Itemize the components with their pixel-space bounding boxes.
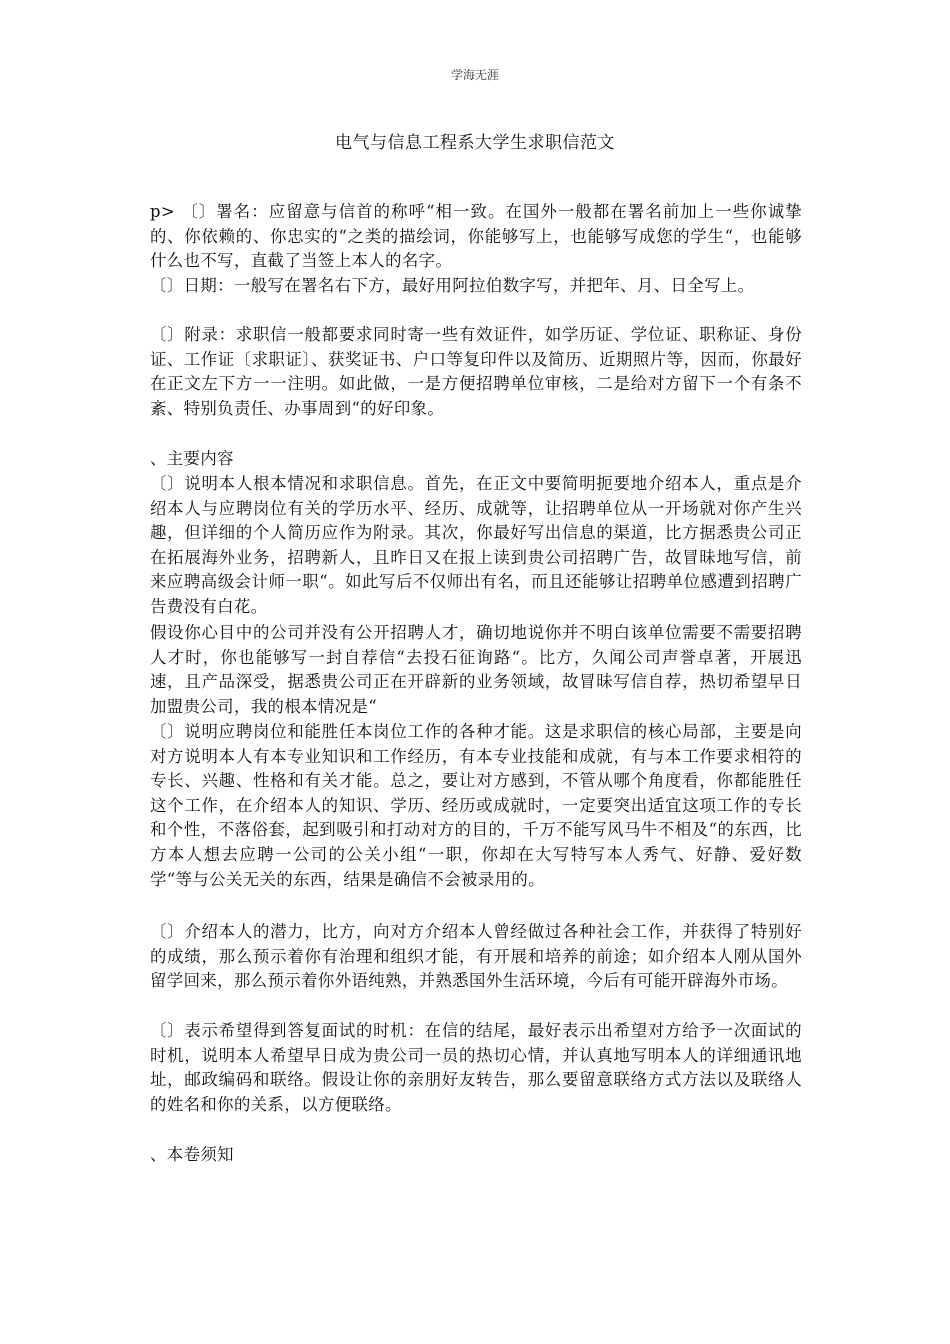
paragraph-date: 〔〕日期：一般写在署名右下方，最好用阿拉伯数字写，并把年、月、日全写上。: [150, 276, 755, 295]
paragraph-appendix: 〔〕附录：求职信一般都要求同时寄一些有效证件，如学历证、学位证、职称证、身份证、工作证〔求职证〕、获奖证书、户口等复印件以及简历、近期照片等，因而，你最好在正文左下方一一注明。如此做，一是方便招聘单位审核，二是给对方留下一个有条不紊、特别负责任、办事周到“的好印象。: [150, 325, 802, 418]
paragraph-basic-info: 〔〕说明本人根本情况和求职信息。首先，在正文中要简明扼要地介绍本人，重点是介绍本人与应聘岗位有关的学历水平、经历、成就等，让招聘单位从一开场就对你产生兴趣，但详细的个人简历应作为附录。其次，你最好写出信息的渠道，比方据悉贵公司正在拓展海外业务，招聘新人，且昨日又在报上读到贵公司招聘广告，故冒昧地写信，前来应聘高级会计师一职“。如此写后不仅师出有名，而且还能够让招聘单位感遭到招聘广告费没有白花。: [150, 474, 802, 616]
paragraph-abilities: 〔〕说明应聘岗位和能胜任本岗位工作的各种才能。这是求职信的核心局部，主要是向对方说明本人有本专业知识和工作经历，有本专业技能和成就，有与本工作要求相符的专长、兴趣、性格和有关才能。总之，要让对方感到，不管从哪个角度看，你都能胜任这个工作，在介绍本人的知识、学历、经历或成就时，一定要突出适宜这项工作的专长和个性，不落俗套，起到吸引和打动对方的目的，千万不能写风马牛不相及“的东西，比方本人想去应聘一公司的公关小组“一职，你却在大写特写本人秀气、好静、爱好数学“等与公关无关的东西，结果是确信不会被录用的。: [150, 722, 802, 889]
paragraph-signature: p> 〔〕署名：应留意与信首的称呼“相一致。在国外一般都在署名前加上一些你诚挚的、你依赖的、你忠实的“之类的描绘词，你能够写上，也能够写成您的学生“，也能够什么也不写，直截了当签上本人的名字。: [150, 202, 802, 271]
paragraph-potential: 〔〕介绍本人的潜力，比方，向对方介绍本人曾经做过各种社会工作，并获得了特别好的成绩，那么预示着你有治理和组织才能，有开展和培养的前途；如介绍本人刚从国外留学回来，那么预示着你外语纯熟，并熟悉国外生活环境，今后有可能开辟海外市场。: [150, 922, 802, 991]
section-heading-notes: 、本卷须知: [150, 1145, 234, 1164]
document-title: 电气与信息工程系大学生求职信范文: [335, 133, 615, 153]
paragraph-self-recommendation: 假设你心目中的公司并没有公开招聘人才，确切地说你并不明白该单位需要不需要招聘人才时，你也能够写一封自荐信“去投石征询路“。比方，久闻公司声誉卓著，开展迅速，且产品深受，据悉贵公司正在开辟新的业务领域，故冒昧写信自荐，热切希望早日加盟贵公司，我的根本情况是“: [150, 623, 802, 716]
section-heading-main-content: 、主要内容: [150, 449, 234, 468]
paragraph-interview-request: 〔〕表示希望得到答复面试的时机：在信的结尾，最好表示出希望对方给予一次面试的时机，说明本人希望早日成为贵公司一员的热切心情，并认真地写明本人的详细通讯地址，邮政编码和联络。假设让你的亲朋好友转告，那么要留意联络方式方法以及联络人的姓名和你的关系，以方便联络。: [150, 1021, 802, 1114]
page-header: 学海无涯: [450, 68, 499, 82]
